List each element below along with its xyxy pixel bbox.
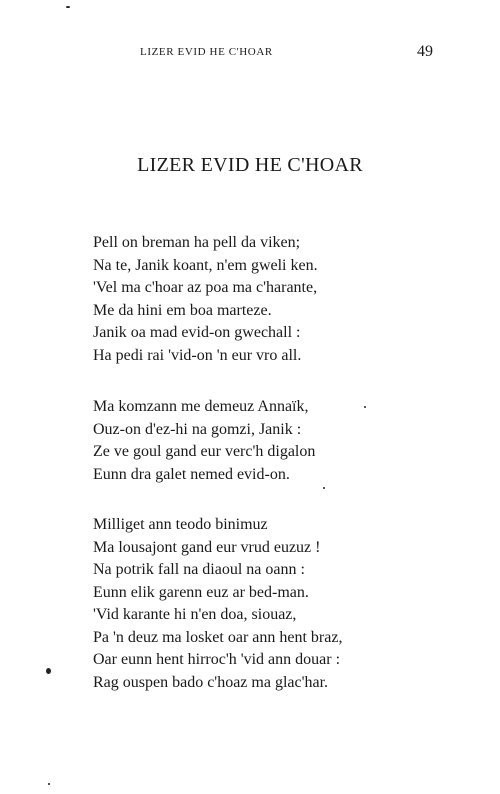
- ink-speck: [48, 783, 50, 785]
- ink-speck: [46, 668, 51, 674]
- verse-line: Me da hini em boa marteze.: [93, 301, 272, 319]
- verse-line: Pell on breman ha pell da viken;: [93, 234, 301, 251]
- verse-line: Ma komzann me demeuz Annaïk,: [93, 398, 309, 415]
- stanza-2: [93, 396, 315, 486]
- verse-line: 'Vel ma c'hoar az poa ma c'harante,: [93, 279, 318, 296]
- running-head: [0, 43, 500, 66]
- verse-line: Ma lousajont gand eur vrud euzuz !: [93, 538, 321, 556]
- running-title: LIZER EVID HE C'HOAR: [140, 46, 273, 58]
- ink-speck: [364, 406, 366, 408]
- verse-line: Na te, Janik koant, n'em gweli ken.: [93, 256, 318, 274]
- verse-line: Rag ouspen bado c'hoaz ma glac'har.: [93, 673, 329, 691]
- verse-line: Janik oa mad evid-on gwechall :: [93, 324, 301, 341]
- verse-line: Oar eunn hent hirroc'h 'vid ann douar :: [93, 651, 341, 668]
- verse-line: Eunn dra galet nemed evid-on.: [93, 465, 290, 483]
- verse-line: Ze ve goul gand eur verc'h digalon: [93, 443, 316, 460]
- verse-line: Pa 'n deuz ma losket oar ann hent braz,: [93, 628, 343, 646]
- page-number: 49: [417, 43, 433, 60]
- verse-line: Ha pedi rai 'vid-on 'n eur vro all.: [93, 346, 302, 364]
- verse-line: Ouz-on d'ez-hi na gomzi, Janik :: [93, 420, 302, 438]
- verse-line: Na potrik fall na diaoul na oann :: [93, 561, 305, 578]
- ink-speck: [323, 487, 325, 489]
- verse-line: 'Vid karante hi n'en doa, siouaz,: [93, 606, 297, 623]
- poem-title: LIZER EVID HE C'HOAR: [137, 154, 363, 176]
- stanza-1: [93, 232, 318, 367]
- verse-line: Eunn elik garenn euz ar bed-man.: [93, 583, 309, 601]
- verse-line: Milliget ann teodo binimuz: [93, 516, 268, 533]
- ink-speck: [66, 6, 70, 8]
- stanza-3: [93, 514, 342, 694]
